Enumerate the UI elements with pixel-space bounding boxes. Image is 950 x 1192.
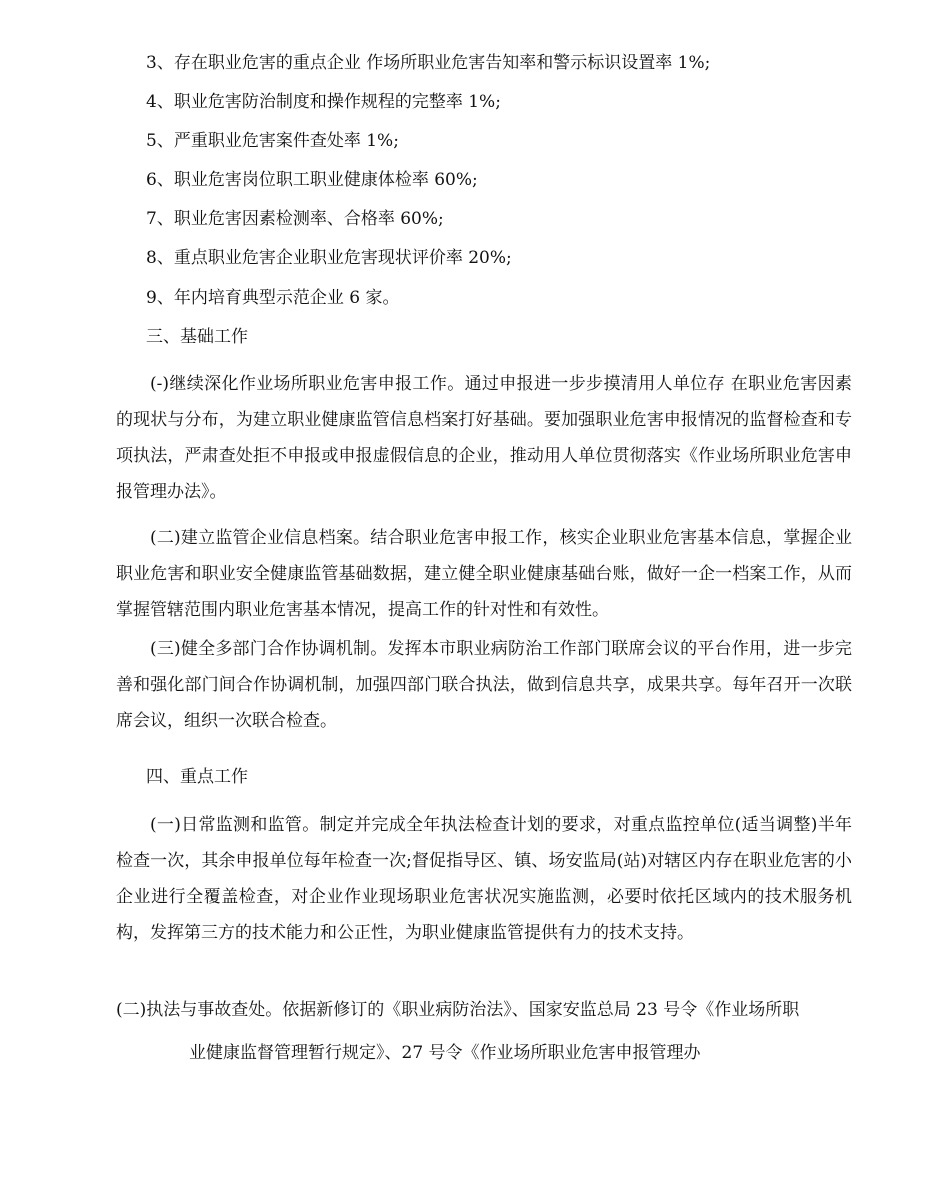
list-item-8: 8、重点职业危害企业职业危害现状评价率 20%; <box>146 248 512 268</box>
paragraph-coordination-mechanism: (三)健全多部门合作协调机制。发挥本市职业病防治工作部门联席会议的平台作用，进一步完善和强化部门间合作协调机制，加强四部门联合执法，做到信息共享，成果共享。每年召开一次联席会议，组织一次联合检查。 <box>116 639 852 731</box>
section-heading-key-work: 四、重点工作 <box>146 767 248 787</box>
paragraph-enterprise-archive: (二)建立监管企业信息档案。结合职业危害申报工作，核实企业职业危害基本信息，掌握企业职业危害和职业安全健康监管基础数据，建立健全职业健康基础台账，做好一企一档案工作，从而掌握管辖范围内职业危害基本情况，提高工作的针对性和有效性。 <box>116 528 852 620</box>
paragraph-daily-monitoring: (一)日常监测和监管。制定并完成全年执法检查计划的要求，对重点监控单位(适当调整)半年检查一次，其余申报单位每年检查一次;督促指导区、镇、场安监局(站)对辖区内存在职业危害的小企业进行全覆盖检查，对企业作业现场职业危害状况实施监测，必要时依托区域内的技术服务机构，发挥第三方的技术能力和公正性，为职业健康监管提供有力的技术支持。 <box>116 815 852 943</box>
paragraph-enforcement-line-2: 业健康监督管理暂行规定》、27 号令《作业场所职业危害申报管理办 <box>189 1043 701 1063</box>
list-item-9: 9、年内培育典型示范企业 6 家。 <box>146 288 400 308</box>
section-heading-basic-work: 三、基础工作 <box>146 327 248 347</box>
list-item-6: 6、职业危害岗位职工职业健康体检率 60%; <box>146 170 478 190</box>
paragraph-hazard-declaration: (-)继续深化作业场所职业危害申报工作。通过申报进一步步摸清用人单位存 在职业危害因素的现状与分布，为建立职业健康监管信息档案打好基础。要加强职业危害申报情况的监督检查和专项执法，严肃查处拒不申报或申报虚假信息的企业，推动用人单位贯彻落实《作业场所职业危害申报管理办法》。 <box>116 374 852 502</box>
paragraph-enforcement-line-1: (二)执法与事故查处。依据新修订的《职业病防治法》、国家安监总局 23 号令《作业场所职 <box>116 1000 800 1020</box>
list-item-4: 4、职业危害防治制度和操作规程的完整率 1%; <box>146 92 501 112</box>
list-item-7: 7、职业危害因素检测率、合格率 60%; <box>146 209 444 229</box>
list-item-5: 5、严重职业危害案件查处率 1%; <box>146 131 399 151</box>
list-item-3: 3、存在职业危害的重点企业 作场所职业危害告知率和警示标识设置率 1%; <box>146 53 711 73</box>
